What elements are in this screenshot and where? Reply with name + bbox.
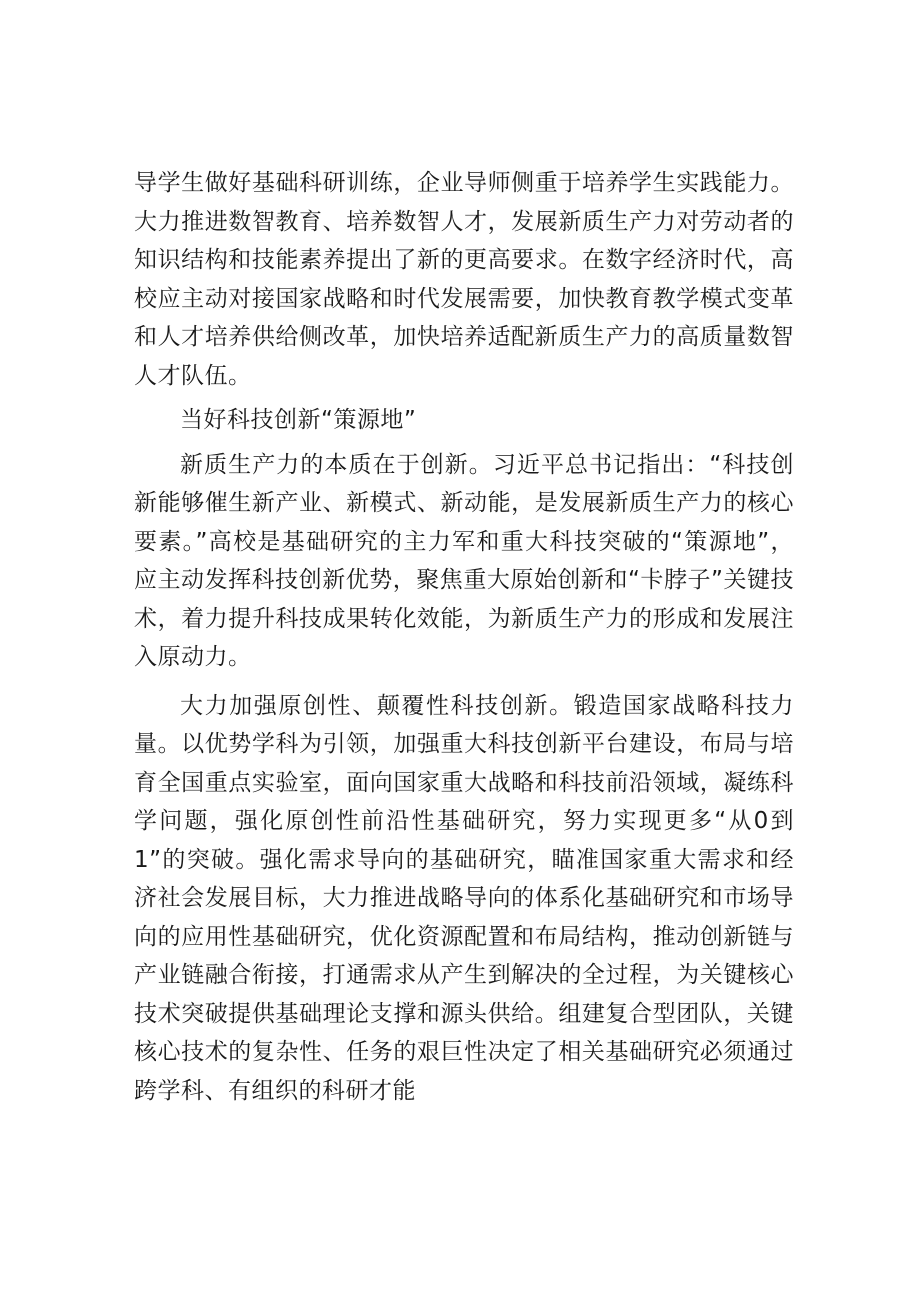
section-heading: 当好科技创新“策源地” — [180, 407, 417, 433]
document-body — [134, 164, 794, 1110]
paragraph-innovation: 新质生产力的本质在于创新。习近平总书记指出：“科技创新能够催生新产业、新模式、新动能，是发展新质生产力的核心要素。”高校是基础研究的主力军和重大科技突破的“策源地”，应主动发挥科技创新优势，聚焦重大原始创新和“卡脖子”关键技术，着力提升科技成果转化效能，为新质生产力的形成和发展注入原动力。 — [134, 451, 794, 670]
paragraph-original-innovation: 大力加强原创性、颠覆性科技创新。锻造国家战略科技力量。以优势学科为引领，加强重大科技创新平台建设，布局与培育全国重点实验室，面向国家重大战略和科技前沿领域，凝练科学问题，强化原创性前沿性基础研究，努力实现更多“从0到1”的突破。强化需求导向的基础研究，瞄准国家重大需求和经济社会发展目标，大力推进战略导向的体系化基础研究和市场导向的应用性基础研究，优化资源配置和布局结构，推动创新链与产业链融合衔接，打通需求从产生到解决的全过程，为关键核心技术突破提供基础理论支撑和源头供给。组建复合型团队，关键核心技术的复杂性、任务的艰巨性决定了相关基础研究必须通过跨学科、有组织的科研才能 — [134, 692, 794, 1104]
paragraph-continuation: 导学生做好基础科研训练，企业导师侧重于培养学生实践能力。大力推进数智教育、培养数智人才，发展新质生产力对劳动者的知识结构和技能素养提出了新的更高要求。在数字经济时代，高校应主动对接国家战略和时代发展需要，加快教育教学模式变革和人才培养供给侧改革，加快培养适配新质生产力的高质量数智人才队伍。 — [134, 170, 794, 389]
